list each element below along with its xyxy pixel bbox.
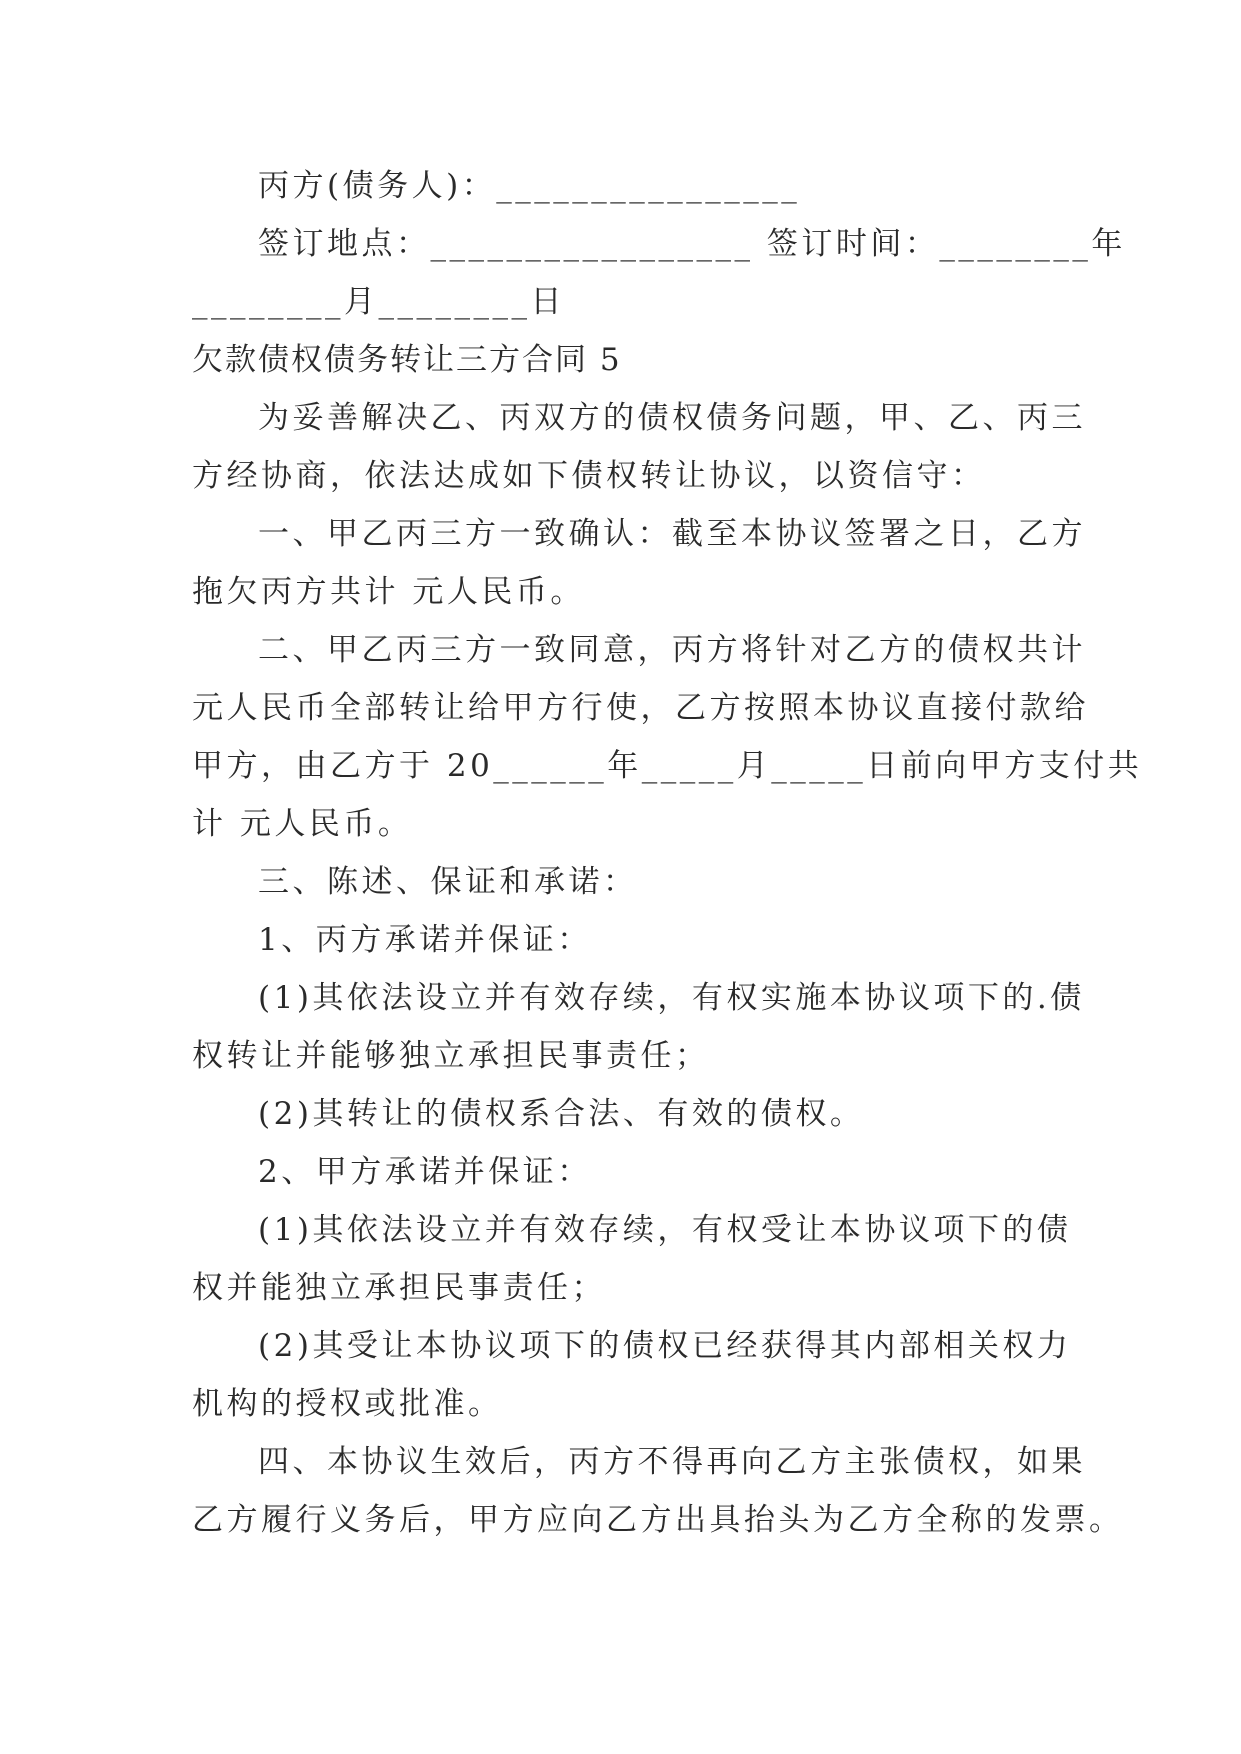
document-body [192,157,1143,1549]
paragraph-line: 一、甲乙丙三方一致确认：截至本协议签署之日，乙方 [258,516,1086,552]
signing-place-time-line: 签订地点：_________________ 签订时间：________年 [258,226,1126,262]
paragraph-line: 为妥善解决乙、丙双方的债权债务问题，甲、乙、丙三 [258,400,1086,436]
section-heading: 三、陈述、保证和承诺： [258,864,638,900]
subsection-heading: 1、丙方承诺并保证： [258,922,592,958]
paragraph-line: 权并能独立承担民事责任； [192,1270,606,1306]
paragraph-line: (1)其依法设立并有效存续，有权实施本协议项下的.债 [258,980,1085,1016]
paragraph-line: 乙方履行义务后，甲方应向乙方出具抬头为乙方全称的发票。 [192,1502,1124,1538]
signing-date-line: ________月________日 [192,284,565,320]
paragraph-line: (1)其依法设立并有效存续，有权受让本协议项下的债 [258,1212,1072,1248]
paragraph-line: 元人民币全部转让给甲方行使，乙方按照本协议直接付款给 [192,690,1089,726]
paragraph-line: 方经协商，依法达成如下债权转让协议，以资信守： [192,458,986,494]
paragraph-line: 权转让并能够独立承担民事责任； [192,1038,710,1074]
party-c-debtor-line: 丙方(债务人)：________________ [258,168,801,204]
subsection-heading: 2、甲方承诺并保证： [258,1154,592,1190]
paragraph-line: 机构的授权或批准。 [192,1386,503,1422]
paragraph-line: 计 元人民币。 [192,806,413,842]
paragraph-line: (2)其转让的债权系合法、有效的债权。 [258,1096,865,1132]
paragraph-line: 四、本协议生效后，丙方不得再向乙方主张债权，如果 [258,1444,1086,1480]
paragraph-line: 二、甲乙丙三方一致同意，丙方将针对乙方的债权共计 [258,632,1086,668]
contract-title: 欠款债权债务转让三方合同 5 [192,342,622,378]
paragraph-line: 甲方，由乙方于 20______年_____月_____日前向甲方支付共 [192,748,1143,784]
paragraph-line: (2)其受让本协议项下的债权已经获得其内部相关权力 [258,1328,1072,1364]
paragraph-line: 拖欠丙方共计 元人民币。 [192,574,585,610]
